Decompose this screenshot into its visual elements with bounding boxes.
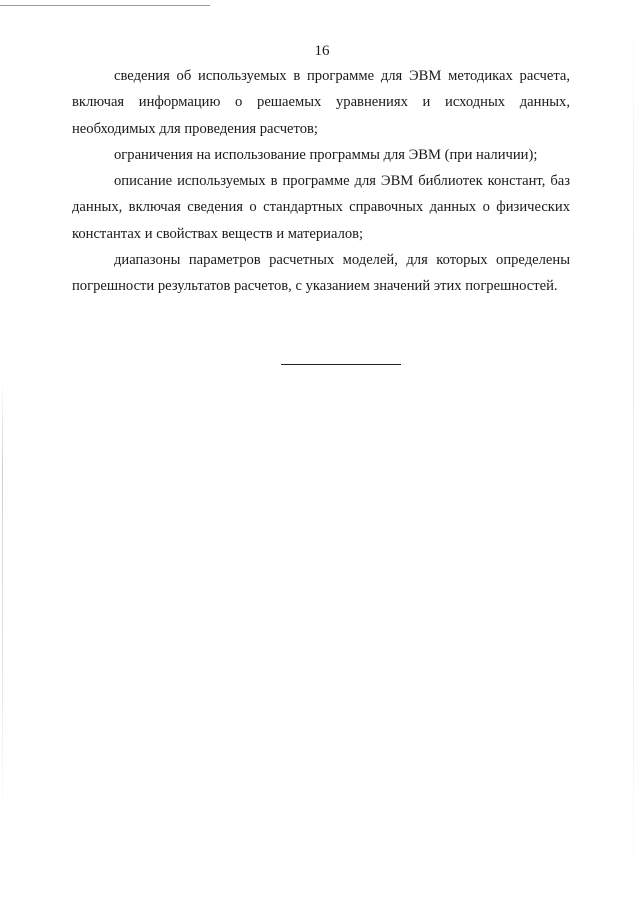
page-number: 16 bbox=[314, 43, 330, 59]
paragraph-usage-restrictions: ограничения на использование программы для ЭВМ (при наличии); bbox=[114, 146, 538, 163]
paragraph-constant-libraries: описание используемых в программе для ЭВМ библиотек констант, баз данных, включая сведения о стандартных справочных данных о физических константах и свойствах веществ и материалов; bbox=[72, 173, 570, 242]
document-body bbox=[72, 63, 570, 300]
scan-artifact-top-line bbox=[0, 5, 210, 6]
paragraph-parameter-ranges: диапазоны параметров расчетных моделей, для которых определены погрешности результатов расчетов, с указанием значений этих погрешностей. bbox=[72, 252, 570, 295]
scan-artifact-right-edge bbox=[633, 0, 634, 905]
scan-artifact-left-edge bbox=[2, 380, 3, 820]
end-of-document-rule bbox=[281, 364, 401, 365]
paragraph-calculation-methods: сведения об используемых в программе для ЭВМ методиках расчета, включая информацию о решаемых уравнениях и исходных данных, необходимых для проведения расчетов; bbox=[72, 68, 570, 137]
